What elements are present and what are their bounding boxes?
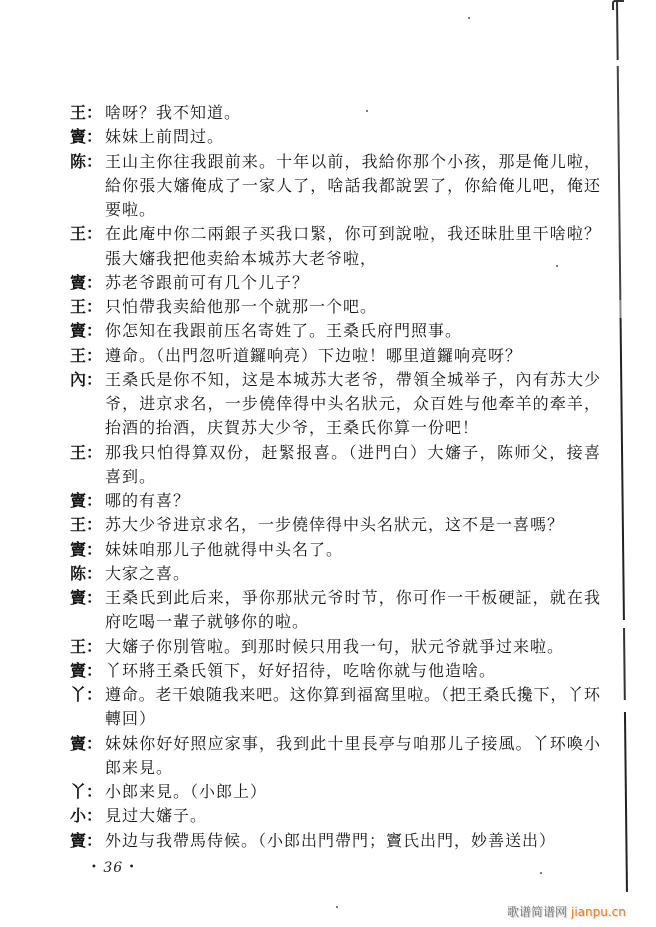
dialogue-body xyxy=(105,780,600,804)
speaker-label: 竇： xyxy=(70,491,103,510)
dialogue-line: 小郎来見。（小郎上） xyxy=(105,782,268,801)
dialogue-body xyxy=(105,344,600,368)
watermark-site-name: 歌谱简谱网 xyxy=(507,905,568,919)
dialogue-body xyxy=(105,125,600,149)
scan-edge-mark xyxy=(612,0,624,10)
dialogue-entry xyxy=(70,125,602,149)
speaker-label: 王： xyxy=(70,345,103,365)
dialogue-entry xyxy=(70,804,602,828)
speaker-label: 王： xyxy=(70,103,103,122)
scan-speck xyxy=(540,872,542,874)
dialogue-body xyxy=(105,319,600,343)
dialogue-line: 郎来見。 xyxy=(105,757,174,777)
speaker-label: 竇： xyxy=(70,660,103,680)
speaker-label: 陈： xyxy=(70,563,103,583)
dialogue-entry xyxy=(70,344,602,368)
dialogue-entry xyxy=(70,513,602,537)
dialogue-line: 只怕帶我卖給他那一个就那一个吧。 xyxy=(105,297,378,316)
dialogue-body xyxy=(105,222,600,271)
dialogue-body xyxy=(105,538,600,562)
dialogue-line: 遵命。（出門忽听道鑼响亮）下边啦！哪里道鑼响亮呀？ xyxy=(105,345,523,365)
dialogue-line: 大嬸子你別管啦。到那时候只用我一句，狀元爷就爭过来啦。 xyxy=(105,636,565,656)
speaker-label: 竇： xyxy=(70,127,103,147)
dialogue-entry xyxy=(70,780,602,804)
script-dialogue xyxy=(70,101,602,853)
dialogue-line: 張大嬸我把他卖給本城苏大老爷啦， xyxy=(105,248,378,268)
dialogue-entry xyxy=(70,295,602,319)
dialogue-line: 大家之喜。 xyxy=(105,563,191,583)
dialogue-line: 要啦。 xyxy=(105,200,157,219)
bullet-decoration: • xyxy=(91,862,98,873)
dialogue-body xyxy=(105,586,600,635)
speaker-label: 竇： xyxy=(70,321,103,341)
scan-speck xyxy=(336,906,338,908)
dialogue-body xyxy=(105,101,600,125)
speaker-label: 王： xyxy=(70,224,103,244)
dialogue-line: 轉回） xyxy=(105,709,157,729)
dialogue-entry xyxy=(70,319,602,343)
dialogue-entry xyxy=(70,101,602,125)
dialogue-body xyxy=(105,150,600,223)
page-number-value: 36 xyxy=(103,860,124,876)
speaker-label: 王： xyxy=(70,442,103,462)
dialogue-line: 苏大少爷进京求名，一步僥倖得中头名狀元，这不是一喜嗎？ xyxy=(105,515,565,535)
watermark xyxy=(507,903,626,920)
dialogue-line: 丫环將王桑氏領下，好好招待，吃啥你就与他造啥。 xyxy=(105,660,497,680)
dialogue-body xyxy=(105,683,600,732)
dialogue-entry xyxy=(70,635,602,659)
speaker-label: 陈： xyxy=(70,151,103,171)
speaker-label: 內： xyxy=(70,369,103,389)
dialogue-entry xyxy=(70,150,602,223)
dialogue-line: 外边与我帶馬侍候。（小郎出門帶門；竇氏出門，妙善送出） xyxy=(105,830,557,850)
dialogue-body xyxy=(105,368,600,441)
dialogue-entry xyxy=(70,586,602,635)
dialogue-line: 王桑氏是你不知，这是本城苏大老爷，帶領全城举子，內有苏大少 xyxy=(105,369,600,389)
dialogue-entry xyxy=(70,489,602,513)
dialogue-body xyxy=(105,732,600,781)
dialogue-entry xyxy=(70,829,602,853)
dialogue-line: 王桑氏到此后来，爭你那狀元爷时节，你可作一干板硬証，就在我 xyxy=(105,588,600,607)
dialogue-line: 苏老爷跟前可有几个儿子？ xyxy=(105,272,310,292)
speaker-label: 竇： xyxy=(70,272,103,292)
speaker-label: 小： xyxy=(70,806,103,826)
dialogue-body xyxy=(105,659,600,683)
dialogue-body xyxy=(105,635,600,659)
dialogue-line: 哪的有喜？ xyxy=(105,491,191,510)
dialogue-line: 在此庵中你二兩銀子买我口緊，你可到說啦，我还昧肚里干啥啦？ xyxy=(105,224,600,244)
dialogue-body xyxy=(105,804,600,828)
dialogue-entry xyxy=(70,538,602,562)
dialogue-body xyxy=(105,441,600,490)
dialogue-entry xyxy=(70,732,602,781)
dialogue-body xyxy=(105,271,600,295)
dialogue-entry xyxy=(70,271,602,295)
speaker-label: 竇： xyxy=(70,539,103,559)
speaker-label: 王： xyxy=(70,297,103,316)
dialogue-body xyxy=(105,489,600,513)
dialogue-body xyxy=(105,295,600,319)
dialogue-line: 王山主你往我跟前来。十年以前，我給你那个小孩，那是俺儿啦， xyxy=(105,151,600,171)
dialogue-entry xyxy=(70,441,602,490)
dialogue-line: 遵命。老干娘随我来吧。这你算到福窩里啦。（把王桑氏攙下，丫环 xyxy=(105,685,600,704)
dialogue-line: 抬酒的抬酒，庆賀苏大少爷，王桑氏你算一份吧！ xyxy=(105,418,480,438)
dialogue-line: 那我只怕得算双份，赶緊报喜。（进門白）大嬸子，陈师父，接喜 xyxy=(105,442,600,462)
dialogue-line: 爷，进京求名，一步僥倖得中头名狀元，众百姓与他牽羊的牽羊， xyxy=(105,394,600,413)
speaker-label: 竇： xyxy=(70,588,103,607)
page-number xyxy=(91,860,136,876)
dialogue-line: 妹妹咱那儿子他就得中头名了。 xyxy=(105,539,344,559)
dialogue-entry xyxy=(70,683,602,732)
dialogue-line: 喜到。 xyxy=(105,466,157,486)
dialogue-line: 給你張大嬸俺成了一家人了，啥話我都說罢了，你給俺儿吧，俺还 xyxy=(105,175,600,195)
dialogue-line: 你怎知在我跟前压名寄姓了。王桑氏府門照事。 xyxy=(105,321,463,341)
dialogue-body xyxy=(105,513,600,537)
dialogue-entry xyxy=(70,659,602,683)
dialogue-line: 啥呀？我不知道。 xyxy=(105,103,242,122)
scan-speck xyxy=(468,17,470,19)
dialogue-entry xyxy=(70,222,602,271)
speaker-label: 竇： xyxy=(70,733,103,753)
dialogue-line: 妹妹上前問过。 xyxy=(105,127,225,147)
dialogue-body xyxy=(105,829,600,853)
dialogue-entry xyxy=(70,562,602,586)
dialogue-line: 妹妹你好好照应家事，我到此十里長亭与咱那儿子接風。丫环喚小 xyxy=(105,733,600,753)
dialogue-entry xyxy=(70,368,602,441)
speaker-label: 丫： xyxy=(70,782,103,801)
watermark-domain: jianpu.cn xyxy=(571,905,626,919)
dialogue-body xyxy=(105,562,600,586)
speaker-label: 王： xyxy=(70,636,103,656)
speaker-label: 丫： xyxy=(70,685,103,704)
dialogue-line: 府吃喝一輩子就够你的啦。 xyxy=(105,612,310,632)
speaker-label: 竇： xyxy=(70,830,103,850)
scan-edge-line xyxy=(616,0,628,892)
dialogue-line: 見过大嬸子。 xyxy=(105,806,208,826)
bullet-decoration: • xyxy=(128,862,136,873)
speaker-label: 王： xyxy=(70,515,103,535)
